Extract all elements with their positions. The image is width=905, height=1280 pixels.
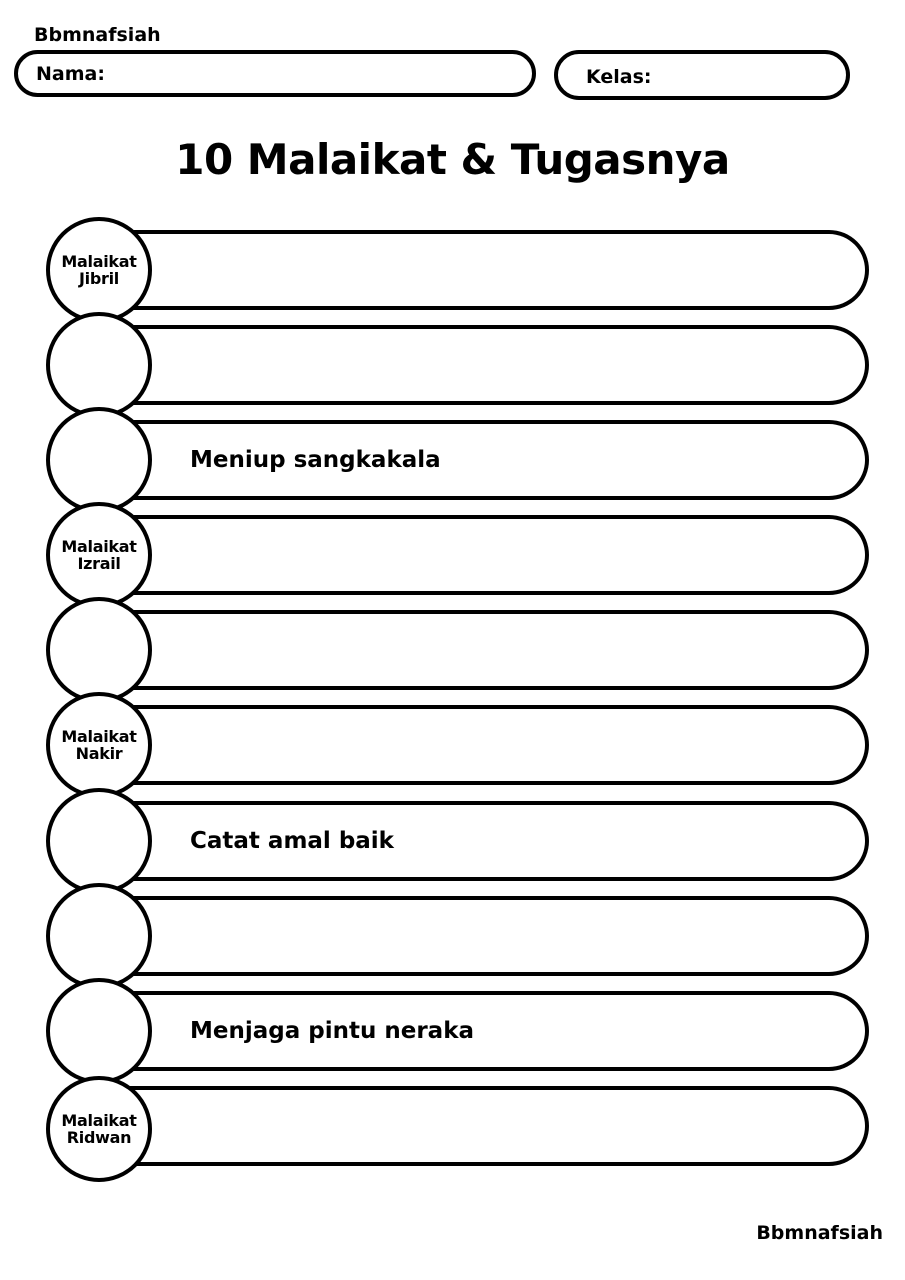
angel-name-circle-2[interactable] <box>46 312 152 418</box>
angel-name-line2: Jibril <box>79 269 119 288</box>
duty-field-8[interactable] <box>112 896 869 976</box>
duty-field-3[interactable] <box>112 420 869 500</box>
brand-name-top: Bbmnafsiah <box>34 24 161 46</box>
angel-name-circle-9[interactable] <box>46 978 152 1084</box>
angel-name-circle-8[interactable] <box>46 883 152 989</box>
angel-name-circle-10[interactable] <box>46 1076 152 1182</box>
angel-name-circle-5[interactable] <box>46 597 152 703</box>
duty-field-10[interactable] <box>112 1086 869 1166</box>
duty-field-9[interactable] <box>112 991 869 1071</box>
angel-name-line2: Nakir <box>75 744 123 763</box>
angel-name-circle-1[interactable] <box>46 217 152 323</box>
duty-field-2[interactable] <box>112 325 869 405</box>
angel-name-circle-3[interactable] <box>46 407 152 513</box>
angel-name-circle-4[interactable] <box>46 502 152 608</box>
angel-name-line1: Malaikat <box>61 252 137 271</box>
page-title: 10 Malaikat & Tugasnya <box>175 135 730 184</box>
angel-name-circle-6[interactable] <box>46 692 152 798</box>
angel-name-circle-7[interactable] <box>46 788 152 894</box>
duty-field-1[interactable] <box>112 230 869 310</box>
duty-text-3: Meniup sangkakala <box>190 447 441 473</box>
class-label: Kelas: <box>586 66 652 88</box>
duty-text-9: Menjaga pintu neraka <box>190 1018 475 1044</box>
duty-text-7: Catat amal baik <box>190 828 394 854</box>
brand-name-bottom: Bbmnafsiah <box>756 1222 883 1244</box>
angel-name-line1: Malaikat <box>61 537 137 556</box>
angel-name-line1: Malaikat <box>61 1111 137 1130</box>
name-label: Nama: <box>36 63 105 85</box>
duty-field-7[interactable] <box>112 801 869 881</box>
angel-name-line2: Izrail <box>77 554 121 573</box>
duty-field-5[interactable] <box>112 610 869 690</box>
angel-name-line2: Ridwan <box>66 1128 132 1147</box>
duty-field-4[interactable] <box>112 515 869 595</box>
angel-name-line1: Malaikat <box>61 727 137 746</box>
duty-field-6[interactable] <box>112 705 869 785</box>
